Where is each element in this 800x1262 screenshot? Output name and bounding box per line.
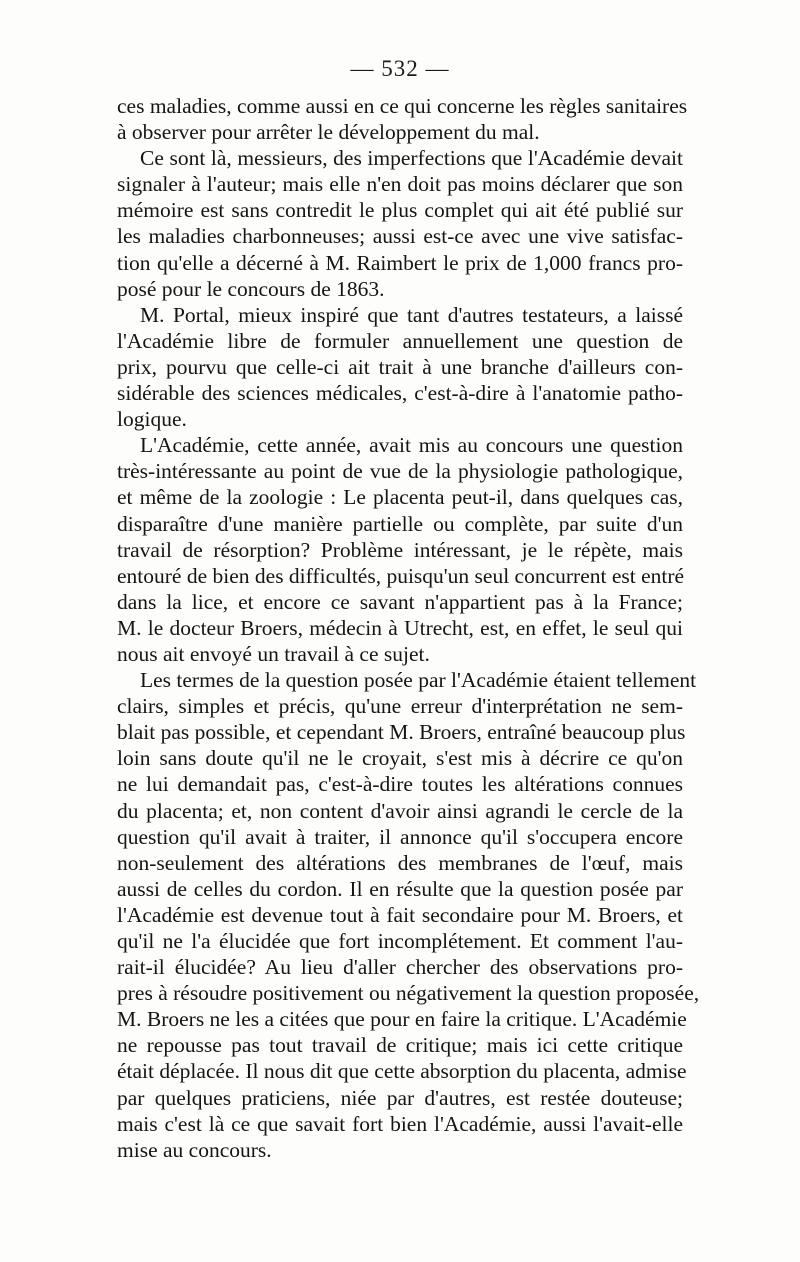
text-line: question qu'il avait à traiter, il annonce qu'il s'occupera encore: [117, 824, 683, 849]
text-line: dans la lice, et encore ce savant n'appartient pas à la France;: [117, 589, 683, 614]
text-line: entouré de bien des difficultés, puisqu'un seul concurrent est entré: [117, 563, 685, 588]
text-line: signaler à l'auteur; mais elle n'en doit pas moins déclarer que son: [117, 172, 683, 197]
text-line: ne lui demandait pas, c'est-à-dire toutes les altérations connues: [117, 772, 683, 797]
text-line: très-intéressante au point de vue de la physiologie pathologique,: [117, 459, 683, 484]
text-line: blait pas possible, et cependant M. Broers, entraîné beaucoup plus: [117, 720, 686, 745]
text-line: logique.: [117, 407, 187, 432]
text-line: mise au concours.: [117, 1137, 272, 1162]
text-line: qu'il ne l'a élucidée que fort incomplétement. Et comment l'au-: [117, 929, 683, 953]
page-number: — 532 —: [350, 56, 450, 81]
text-line: tion qu'elle a décerné à M. Raimbert le prix de 1,000 francs pro-: [117, 250, 683, 275]
text-line: disparaître d'une manière partielle ou complète, par suite d'un: [117, 511, 683, 536]
text-line: L'Académie, cette année, avait mis au concours une question: [140, 433, 683, 458]
text-line: l'Académie est devenue tout à fait secondaire pour M. Broers, et: [117, 902, 683, 927]
text-line: et même de la zoologie : Le placenta peut-il, dans quelques cas,: [117, 485, 683, 510]
text-line: Les termes de la question posée par l'Académie étaient tellement: [140, 668, 697, 693]
text-line: ne repousse pas tout travail de critique; mais ici cette critique: [117, 1033, 683, 1058]
text-line: M. Broers ne les a citées que pour en faire la critique. L'Académie: [117, 1007, 687, 1032]
text-line: pres à résoudre positivement ou négativement la question proposée,: [117, 981, 700, 1006]
text-line: non-seulement des altérations des membranes de l'œuf, mais: [117, 850, 683, 875]
text-line: était déplacée. Il nous dit que cette absorption du placenta, admise: [117, 1059, 687, 1084]
paragraph: [117, 667, 700, 1163]
text-line: les maladies charbonneuses; aussi est-ce avec une vive satisfac-: [117, 224, 683, 249]
paragraph: [117, 432, 683, 667]
text-line: M. Portal, mieux inspiré que tant d'autres testateurs, a laissé: [140, 302, 683, 327]
paragraph: [117, 145, 683, 302]
text-line: travail de résorption? Problème intéressant, je le répète, mais: [117, 537, 683, 562]
text-line: du placenta; et, non content d'avoir ainsi agrandi le cercle de la: [117, 798, 683, 823]
text-line: posé pour le concours de 1863.: [117, 276, 385, 301]
text-line: l'Académie libre de formuler annuellement une question de: [117, 328, 683, 353]
text-line: mémoire est sans contredit le plus complet qui ait été publié sur: [117, 198, 683, 223]
text-line: M. le docteur Broers, médecin à Utrecht, est, en effet, le seul qui: [117, 615, 683, 640]
text-line: Ce sont là, messieurs, des imperfections que l'Académie devait: [140, 146, 683, 171]
paragraph: [117, 302, 683, 432]
paragraph: [117, 93, 688, 145]
text-line: loin sans doute qu'il ne le croyait, s'est mis à décrire ce qu'on: [117, 746, 683, 771]
text-line: par quelques praticiens, niée par d'autres, est restée douteuse;: [117, 1085, 683, 1110]
text-line: clairs, simples et précis, qu'une erreur d'interprétation ne sem-: [117, 694, 683, 719]
text-line: ces maladies, comme aussi en ce qui concerne les règles sanitaires: [117, 94, 688, 118]
text-line: rait-il élucidée? Au lieu d'aller chercher des observations pro-: [117, 955, 683, 980]
text-line: nous ait envoyé un travail à ce sujet.: [117, 641, 430, 666]
text-line: prix, pourvu que celle-ci ait trait à une branche d'ailleurs con-: [117, 354, 683, 379]
text-line: sidérable des sciences médicales, c'est-à-dire à l'anatomie patho-: [117, 381, 683, 406]
text-line: aussi de celles du cordon. Il en résulte que la question posée par: [117, 876, 683, 901]
body-text: [117, 93, 700, 1163]
text-line: mais c'est là ce que savait fort bien l'Académie, aussi l'avait-elle: [117, 1111, 683, 1136]
text-line: à observer pour arrêter le développement du mal.: [117, 120, 540, 145]
